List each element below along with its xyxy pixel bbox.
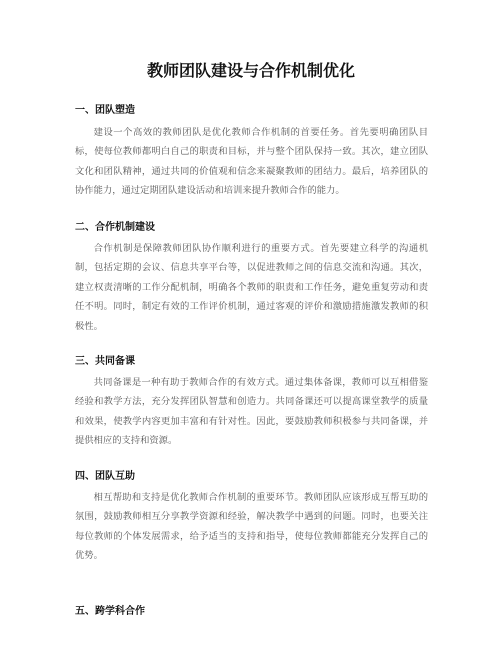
section-body-1: 建设一个高效的教师团队是优化教师合作机制的首要任务。首先要明确团队目标，使每位教师都明白自己的职责和目标，并与整个团队保持一致。其次，建立团队文化和团队精神，通过共同的价值观和信念来凝聚教师的团结力。最后，培养团队的协作能力，通过定期团队建设活动和培训来提升教师合作的能力。 bbox=[75, 127, 428, 197]
section-heading-3: 三、共同备课 bbox=[75, 356, 135, 367]
section-heading-5: 五、跨学科合作 bbox=[75, 606, 145, 617]
document-title: 教师团队建设与合作机制优化 bbox=[146, 61, 355, 80]
section-body-3: 共同备课是一种有助于教师合作的有效方式。通过集体备课，教师可以互相借鉴经验和教学方法，充分发挥团队智慧和创造力。共同备课还可以提高课堂教学的质量和效果，使教学内容更加丰富和有针对性。因此，要鼓励教师积极参与共同备课，并提供相应的支持和资源。 bbox=[75, 377, 428, 447]
section-heading-1: 一、团队塑造 bbox=[75, 105, 135, 116]
section-body-4: 相互帮助和支持是优化教师合作机制的重要环节。教师团队应该形成互帮互助的氛围，鼓励教师相互分享教学资源和经验，解决教学中遇到的问题。同时，也要关注每位教师的个体发展需求，给予适当的支持和指导，使每位教师都能充分发挥自己的优势。 bbox=[75, 492, 428, 562]
section-heading-4: 四、团队互助 bbox=[75, 471, 135, 482]
section-heading-2: 二、合作机制建设 bbox=[75, 222, 155, 233]
section-body-2: 合作机制是保障教师团队协作顺利进行的重要方式。首先要建立科学的沟通机制，包括定期的会议、信息共享平台等，以促进教师之间的信息交流和沟通。其次，建立权责清晰的工作分配机制，明确各个教师的职责和工作任务，避免重复劳动和责任不明。同时，制定有效的工作评价机制，通过客观的评价和激励措施激发教师的积极性。 bbox=[75, 243, 428, 332]
